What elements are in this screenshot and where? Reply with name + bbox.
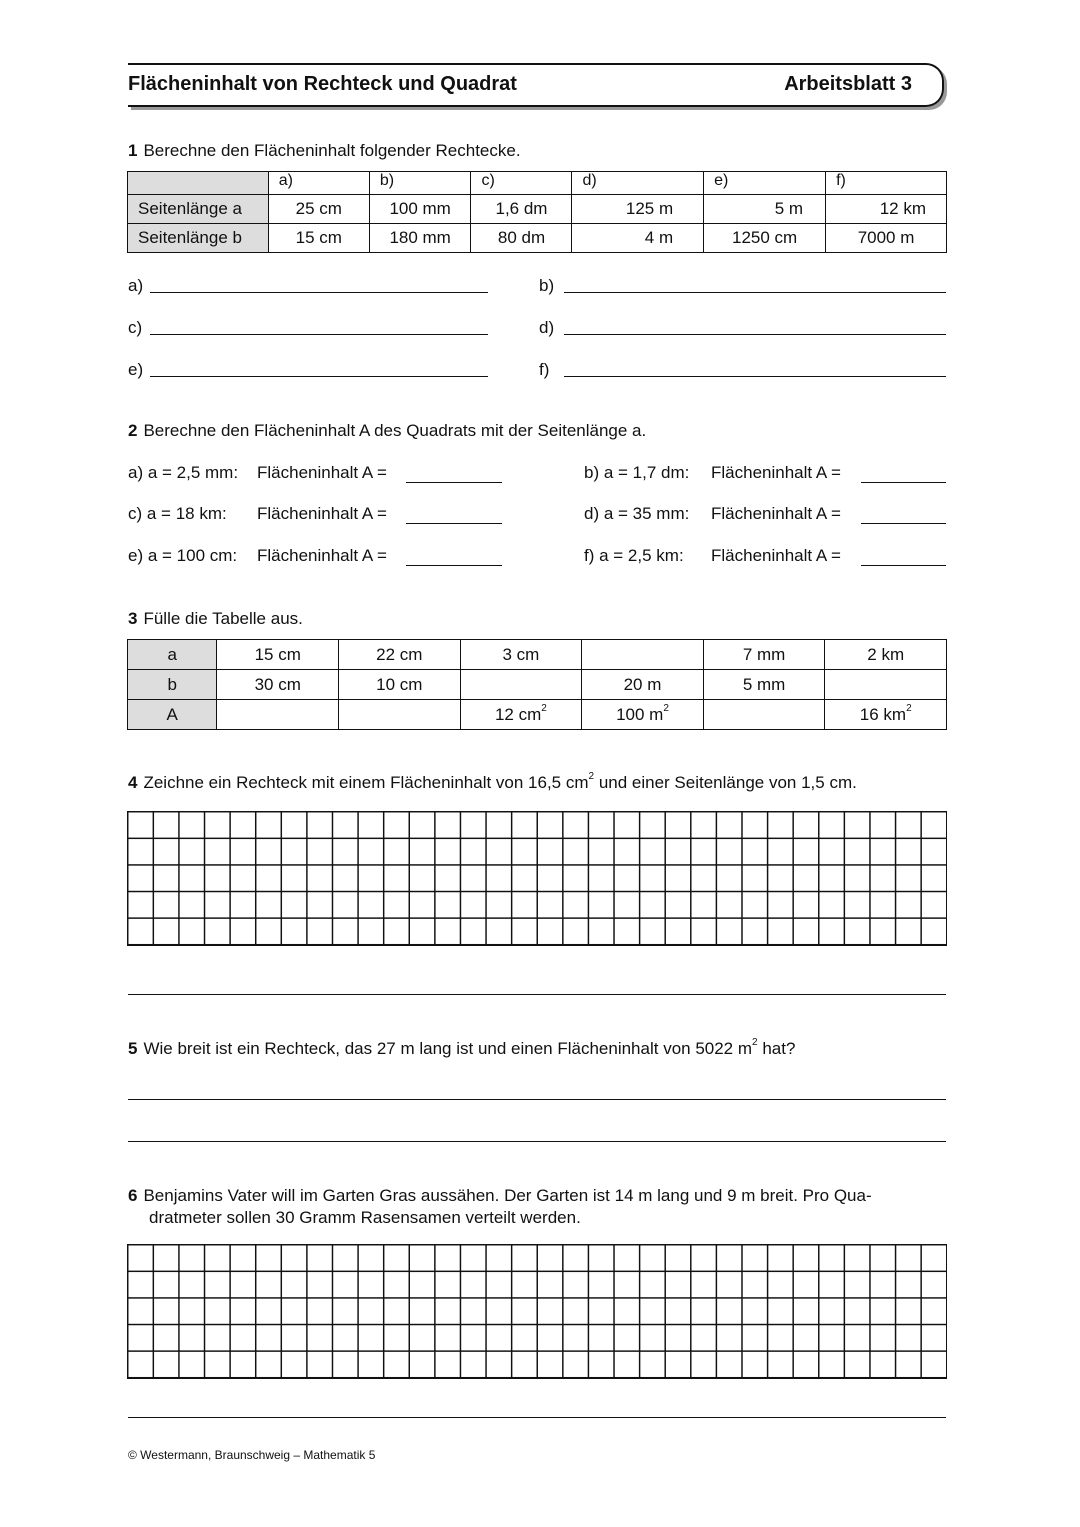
table-cell: 5 m xyxy=(704,195,826,224)
task-6-heading: 6 Benjamins Vater will im Garten Gras aussähen. Der Garten ist 14 m lang und 9 m breit. Pro Qua- dratmeter sollen 30 Gramm Rasensamen verteilt werden. xyxy=(128,1186,872,1227)
task-number: 3 xyxy=(128,609,138,628)
area-label: Flächeninhalt A = xyxy=(257,463,387,482)
table-cell[interactable]: 20 m xyxy=(582,670,704,700)
table-cell[interactable]: 5 mm xyxy=(703,670,825,700)
answer-line[interactable] xyxy=(406,482,502,483)
answer-label: c) xyxy=(128,318,143,337)
answer-line[interactable] xyxy=(150,292,488,293)
task-2-heading xyxy=(128,421,646,441)
table-cell[interactable]: 15 cm xyxy=(217,640,339,670)
task-number: 4 xyxy=(128,773,138,792)
table-cell: 15 cm xyxy=(268,224,369,253)
table-cell[interactable]: 3 cm xyxy=(460,640,582,670)
drawing-grid[interactable] xyxy=(127,811,947,946)
table-cell[interactable]: 30 cm xyxy=(217,670,339,700)
answer-label: f) xyxy=(539,360,550,379)
answer-line[interactable] xyxy=(150,334,488,335)
square-side-label: c) a = 18 km: xyxy=(128,504,227,523)
table-cell[interactable] xyxy=(217,700,339,730)
square-side-label: e) a = 100 cm: xyxy=(128,546,238,565)
table-cell[interactable] xyxy=(825,670,947,700)
column-header: a) xyxy=(268,172,369,195)
square-side-label: b) a = 1,7 dm: xyxy=(584,463,690,482)
table-cell: 4 m xyxy=(572,224,704,253)
answer-line[interactable] xyxy=(564,292,946,293)
row-label: a xyxy=(128,640,217,670)
column-header: e) xyxy=(704,172,826,195)
row-label: A xyxy=(128,700,217,730)
table-cell: 25 cm xyxy=(268,195,369,224)
worksheet-header xyxy=(128,63,944,107)
sheet-number: Arbeitsblatt 3 xyxy=(784,73,912,95)
row-label: Seitenlänge a xyxy=(128,195,269,224)
task-number: 2 xyxy=(128,421,138,440)
table-cell[interactable]: 100 $m^2$ xyxy=(582,700,704,730)
table-cell[interactable]: 16 $km^2$ xyxy=(825,700,947,730)
table-cell[interactable]: 7 mm xyxy=(703,640,825,670)
area-label: Flächeninhalt A = xyxy=(257,546,387,565)
table-cell[interactable] xyxy=(703,700,825,730)
task-number: 6 xyxy=(128,1186,138,1205)
row-label: Seitenlänge b xyxy=(128,224,269,253)
area-label: Flächeninhalt A = xyxy=(711,504,841,523)
task-3-table xyxy=(127,639,947,730)
task-number: 1 xyxy=(128,141,138,160)
table-cell: 7000 m xyxy=(826,224,947,253)
area-label: Flächeninhalt A = xyxy=(711,463,841,482)
table-cell[interactable]: 12 $cm^2$ xyxy=(460,700,582,730)
answer-line[interactable] xyxy=(406,523,502,524)
task-4-heading: 4 Zeichne ein Rechteck mit einem Flächeninhalt von 16,5 $cm^2$ und einer Seitenlänge von 1,5 cm. xyxy=(128,771,857,792)
drawing-grid[interactable] xyxy=(127,1244,947,1379)
table-corner xyxy=(128,172,269,195)
answer-line[interactable] xyxy=(564,334,946,335)
answer-line[interactable] xyxy=(861,565,946,566)
task-3-heading xyxy=(128,609,303,629)
table-cell: 1,6 dm xyxy=(471,195,572,224)
answer-line[interactable] xyxy=(564,376,946,377)
answer-label: a) xyxy=(128,276,144,295)
answer-line[interactable] xyxy=(861,482,946,483)
table-cell[interactable] xyxy=(460,670,582,700)
answer-line[interactable] xyxy=(406,565,502,566)
table-cell[interactable] xyxy=(582,640,704,670)
task-text: Berechne den Flächeninhalt A des Quadrats mit der Seitenlänge a. xyxy=(143,421,647,440)
table-cell[interactable]: 2 km xyxy=(825,640,947,670)
task-number: 5 xyxy=(128,1039,138,1058)
column-header: c) xyxy=(471,172,572,195)
square-side-label: d) a = 35 mm: xyxy=(584,504,690,523)
column-header: d) xyxy=(572,172,704,195)
answer-line[interactable] xyxy=(128,1099,946,1100)
answer-label: d) xyxy=(539,318,555,337)
table-cell[interactable] xyxy=(339,700,461,730)
row-label: b xyxy=(128,670,217,700)
square-side-label: f) a = 2,5 km: xyxy=(584,546,684,565)
table-cell: 80 dm xyxy=(471,224,572,253)
answer-line[interactable] xyxy=(128,1417,946,1418)
column-header: b) xyxy=(369,172,471,195)
table-cell: 180 mm xyxy=(369,224,471,253)
column-header: f) xyxy=(826,172,947,195)
answer-label: e) xyxy=(128,360,144,379)
answer-label: b) xyxy=(539,276,555,295)
task-1-table xyxy=(127,171,947,253)
table-cell[interactable]: 22 cm xyxy=(339,640,461,670)
task-1-heading xyxy=(128,141,521,161)
page-title: Flächeninhalt von Rechteck und Quadrat xyxy=(128,73,517,95)
table-cell[interactable]: 10 cm xyxy=(339,670,461,700)
task-text: Fülle die Tabelle aus. xyxy=(143,609,303,628)
answer-line[interactable] xyxy=(150,376,488,377)
table-cell: 100 mm xyxy=(369,195,471,224)
answer-line[interactable] xyxy=(861,523,946,524)
table-cell: 12 km xyxy=(826,195,947,224)
answer-line[interactable] xyxy=(128,994,946,995)
square-side-label: a) a = 2,5 mm: xyxy=(128,463,239,482)
area-label: Flächeninhalt A = xyxy=(257,504,387,523)
table-cell: 1250 cm xyxy=(704,224,826,253)
task-5-heading: 5 Wie breit ist ein Rechteck, das 27 m lang ist und einen Flächeninhalt von 5022 $m^2$ hat? xyxy=(128,1037,796,1058)
copyright-footer: © Westermann, Braunschweig – Mathematik 5 xyxy=(128,1448,376,1462)
answer-line[interactable] xyxy=(128,1141,946,1142)
table-cell: 125 m xyxy=(572,195,704,224)
area-label: Flächeninhalt A = xyxy=(711,546,841,565)
task-text: Berechne den Flächeninhalt folgender Rechtecke. xyxy=(143,141,521,160)
